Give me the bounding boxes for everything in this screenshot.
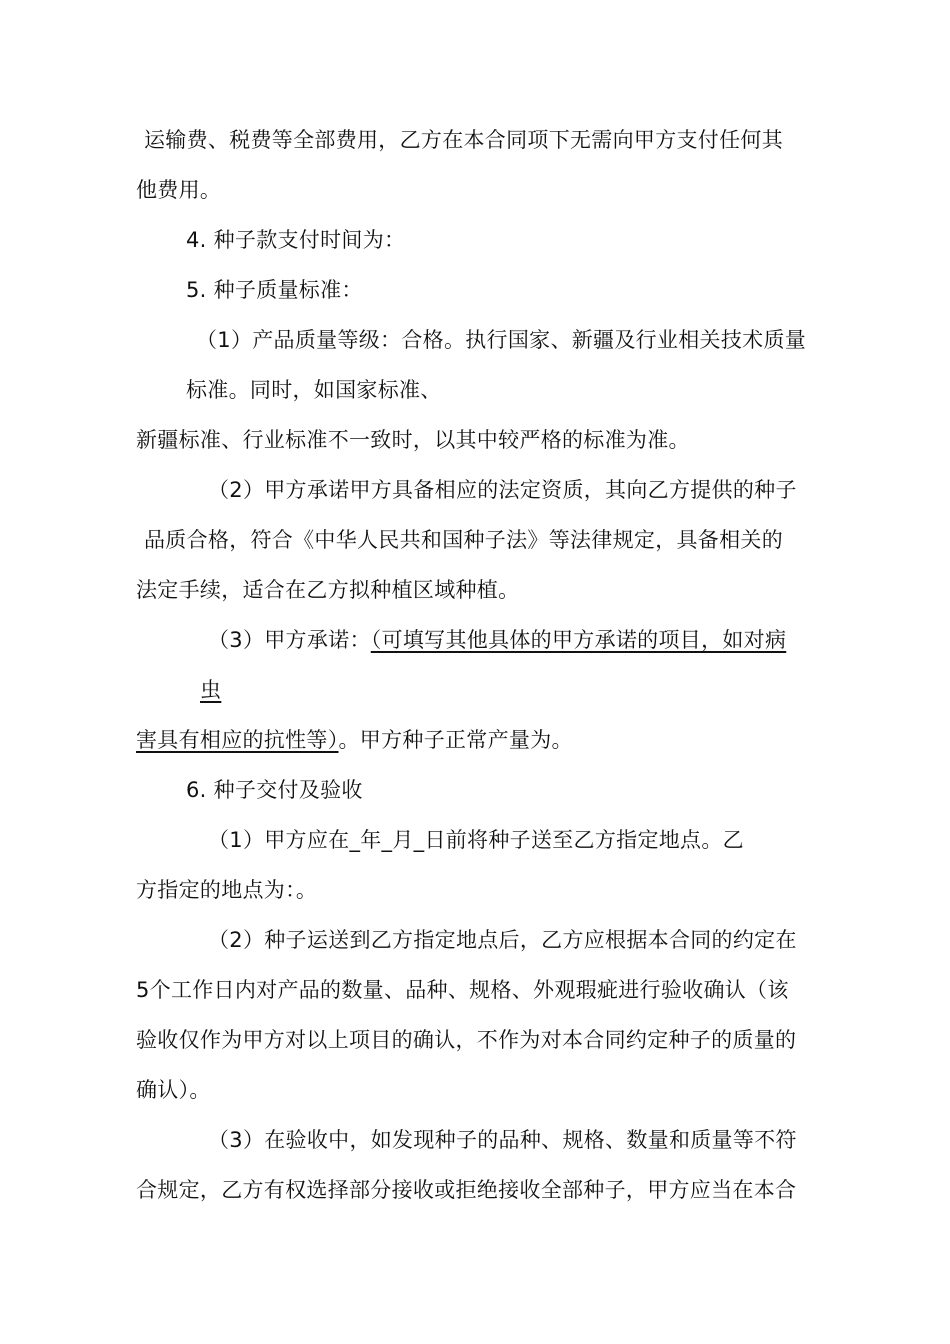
underlined-fill-in: （可填写其他具体的甲方承诺的项目，如对病 <box>370 628 787 652</box>
paragraph-line: 合规定，乙方有权选择部分接收或拒绝接收全部种子，甲方应当在本合 <box>136 1178 797 1202</box>
paragraph-line: 5个工作日内对产品的数量、品种、规格、外观瑕疵进行验收确认（该 <box>136 978 789 1002</box>
paragraph-line: 验收仅作为甲方对以上项目的确认，不作为对本合同约定种子的质量的 <box>136 1028 797 1052</box>
paragraph-line: 品质合格，符合《中华人民共和国种子法》等法律规定，具备相关的 <box>144 528 783 552</box>
clause-heading: 5. 种子质量标准： <box>186 278 363 302</box>
paragraph-line <box>208 626 786 654</box>
paragraph-line: （3）在验收中，如发现种子的品种、规格、数量和质量等不符 <box>208 1128 797 1152</box>
clause-heading: 6. 种子交付及验收 <box>186 778 363 802</box>
paragraph-line: 法定手续，适合在乙方拟种植区域种植。 <box>136 578 520 602</box>
line-suffix: 。甲方种子正常产量为。 <box>338 728 573 752</box>
paragraph-line: （1）产品质量等级：合格。执行国家、新疆及行业相关技术质量 <box>196 328 807 352</box>
paragraph-line: （2）甲方承诺甲方具备相应的法定资质，其向乙方提供的种子 <box>208 478 797 502</box>
line-prefix: （3）甲方承诺： <box>208 628 371 652</box>
underlined-fill-in: 虫 <box>200 678 222 702</box>
paragraph-line: 他费用。 <box>136 178 222 202</box>
clause-heading: 4. 种子款支付时间为： <box>186 228 406 252</box>
paragraph-line: （1）甲方应在_年_月_日前将种子送至乙方指定地点。乙 <box>208 828 744 852</box>
paragraph-line <box>136 726 573 754</box>
paragraph-line: 新疆标准、行业标准不一致时，以其中较严格的标准为准。 <box>136 428 690 452</box>
paragraph-line: （2）种子运送到乙方指定地点后，乙方应根据本合同的约定在 <box>208 928 797 952</box>
paragraph-line: 运输费、税费等全部费用，乙方在本合同项下无需向甲方支付任何其 <box>144 128 783 152</box>
paragraph-line: 确认）。 <box>136 1078 211 1102</box>
paragraph-line: 方指定的地点为：。 <box>136 878 318 902</box>
paragraph-line: 标准。同时，如国家标准、 <box>186 378 442 402</box>
underlined-fill-in: 害具有相应的抗性等） <box>136 728 339 752</box>
